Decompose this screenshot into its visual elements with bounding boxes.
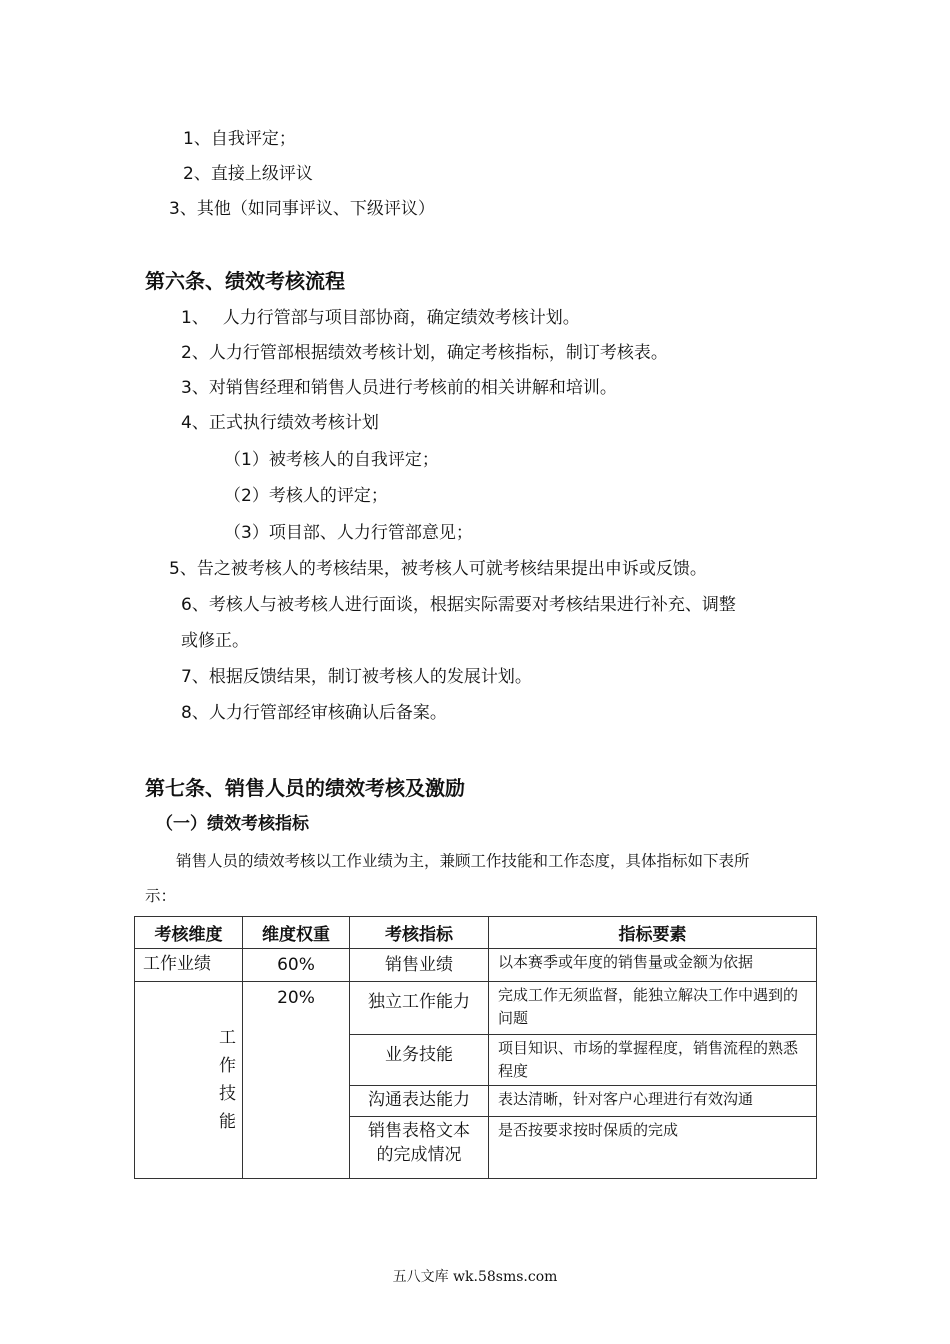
vertical-char: 能 — [219, 1112, 236, 1132]
table-cell: 工作业绩 — [135, 949, 243, 982]
list-item: 4、正式执行绩效考核计划 — [181, 413, 379, 433]
intro-paragraph-cont: 示： — [145, 887, 177, 905]
table-header: 考核指标 — [350, 917, 489, 949]
list-item: 2、人力行管部根据绩效考核计划，确定考核指标，制订考核表。 — [181, 343, 668, 363]
table-cell: 项目知识、市场的掌握程度，销售流程的熟悉程度 — [489, 1035, 817, 1086]
table-cell: 销售业绩 — [350, 949, 489, 982]
table-cell: 是否按要求按时保质的完成 — [489, 1117, 817, 1179]
table-header: 指标要素 — [489, 917, 817, 949]
table-cell: 表达清晰，针对客户心理进行有效沟通 — [489, 1086, 817, 1117]
list-item: 或修正。 — [181, 631, 249, 651]
table-row — [135, 949, 817, 982]
table-cell: 业务技能 — [350, 1035, 489, 1086]
table-header: 维度权重 — [243, 917, 350, 949]
list-item: （3）项目部、人力行管部意见； — [224, 523, 473, 543]
list-item: 7、根据反馈结果，制订被考核人的发展计划。 — [181, 667, 532, 687]
vertical-char: 工 — [219, 1028, 236, 1048]
vertical-char: 作 — [219, 1056, 236, 1076]
section-7-heading: 第七条、销售人员的绩效考核及激励 — [145, 776, 465, 800]
table-row — [135, 982, 817, 1035]
list-item: 1、自我评定； — [183, 129, 296, 149]
section-7-subheading: （一）绩效考核指标 — [156, 814, 309, 834]
table-cell: 以本赛季或年度的销售量或金额为依据 — [489, 949, 817, 982]
list-item: 6、考核人与被考核人进行面谈，根据实际需要对考核结果进行补充、调整 — [181, 595, 736, 615]
table-cell: 独立工作能力 — [350, 982, 489, 1035]
list-item: （1）被考核人的自我评定； — [224, 450, 439, 470]
indicator-table — [134, 916, 817, 1179]
table-cell: 销售表格文本的完成情况 — [350, 1117, 489, 1179]
table-cell: 60% — [243, 949, 350, 982]
table-cell: 完成工作无须监督，能独立解决工作中遇到的问题 — [489, 982, 817, 1035]
list-item: 5、告之被考核人的考核结果，被考核人可就考核结果提出申诉或反馈。 — [169, 559, 707, 579]
list-item: 1、 人力行管部与项目部协商，确定绩效考核计划。 — [181, 308, 580, 328]
list-item: 3、其他（如同事评议、下级评议） — [169, 199, 435, 219]
list-item: 3、对销售经理和销售人员进行考核前的相关讲解和培训。 — [181, 378, 617, 398]
intro-paragraph: 销售人员的绩效考核以工作业绩为主，兼顾工作技能和工作态度，具体指标如下表所 — [176, 852, 750, 870]
footer-watermark: 五八文库 wk.58sms.com — [392, 1269, 558, 1285]
table-cell-vertical — [135, 982, 243, 1179]
table-cell: 沟通表达能力 — [350, 1086, 489, 1117]
list-item: （2）考核人的评定； — [224, 486, 388, 506]
table-cell: 20% — [243, 982, 350, 1179]
table-header-row — [135, 917, 817, 949]
section-6-heading: 第六条、绩效考核流程 — [145, 269, 345, 293]
table-header: 考核维度 — [135, 917, 243, 949]
vertical-char: 技 — [219, 1084, 236, 1104]
list-item: 2、直接上级评议 — [183, 164, 313, 184]
list-item: 8、人力行管部经审核确认后备案。 — [181, 703, 447, 723]
